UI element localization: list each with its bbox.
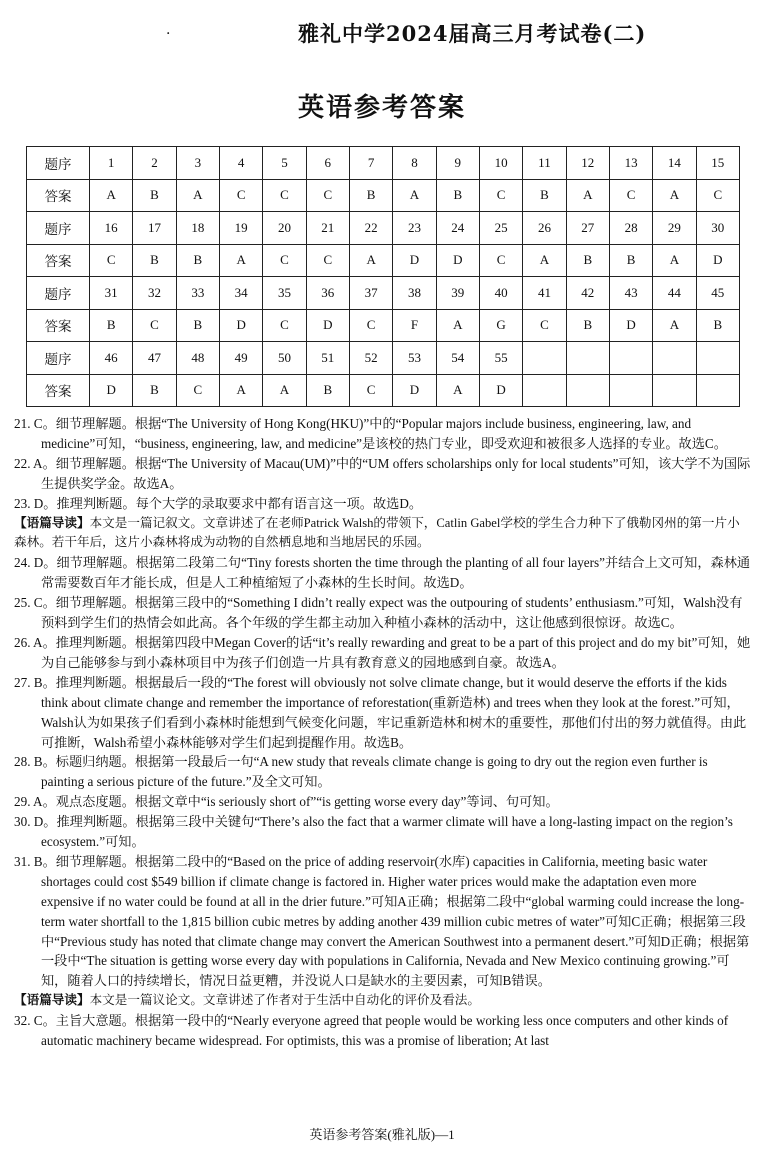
question-number-row xyxy=(27,147,740,180)
answer-cell: D xyxy=(436,244,479,277)
answer-cell: B xyxy=(133,374,176,407)
answer-cell: D xyxy=(609,309,652,342)
question-number-cell xyxy=(609,342,652,375)
question-number-cell: 45 xyxy=(696,277,739,310)
answer-cell: F xyxy=(393,309,436,342)
answer-cell: B xyxy=(306,374,349,407)
answer-cell: D xyxy=(393,374,436,407)
explanation-item: 32. C。主旨大意题。根据第一段中的“Nearly everyone agreed that people would be working less once computers and other kinds of automatic machinery became widespread. For optimists, this was a promise of liberation; At last xyxy=(14,1013,729,1049)
question-number-cell: 41 xyxy=(523,277,566,310)
row-label-answer: 答案 xyxy=(27,179,90,212)
question-number-cell: 9 xyxy=(436,147,479,180)
row-label-answer: 答案 xyxy=(27,244,90,277)
answer-cell: C xyxy=(349,309,392,342)
question-number-cell: 35 xyxy=(263,277,306,310)
explanation-item: 22. A。细节理解题。根据“The University of Macau(UM)”中的“UM offers scholarships only for local students”可知，该大学不为国际生提供奖学金。故选A。 xyxy=(14,455,751,491)
answer-cell: A xyxy=(523,244,566,277)
row-label-answer: 答案 xyxy=(27,309,90,342)
answer-cell: C xyxy=(306,179,349,212)
explanation-item: 27. B。推理判断题。根据最后一段的“The forest will obviously not solve climate change, but it would deserve the efforts if the kids think about climate change and remember the importance of reforestation(重新造林) and trees when they look at the forest.”可知，Walsh认为如果孩子们看到小森林时能想到气候变化问题，牢记重新造林和树木的重要性，那他们付出的努力就值得。由此可推断，Walsh希望小森林能够对学生们起到提醒作用。故选B。 xyxy=(14,674,747,750)
answer-cell: C xyxy=(176,374,219,407)
explanation-item: 28. B。标题归纳题。根据第一段最后一句“A new study that reveals climate change is going to dry out the region even further is painting a serious picture of the future.”及全文可知。 xyxy=(14,754,708,790)
question-number-cell: 55 xyxy=(479,342,522,375)
answer-cell: C xyxy=(219,179,262,212)
explanation-item: 21. C。细节理解题。根据“The University of Hong Kong(HKU)”中的“Popular majors include business, engineering, law, and medicine”可知，“business, engineering, law, and medicine”是该校的热门专业，即受欢迎和被很多人选择的专业。故选C。 xyxy=(14,416,727,451)
answer-row xyxy=(27,179,740,212)
answer-cell: D xyxy=(90,374,133,407)
answer-cell: C xyxy=(479,244,522,277)
answer-cell: G xyxy=(479,309,522,342)
answer-cell xyxy=(609,374,652,407)
answer-cell xyxy=(566,374,609,407)
answer-cell: C xyxy=(479,179,522,212)
answer-cell: C xyxy=(90,244,133,277)
question-number-cell: 1 xyxy=(90,147,133,180)
answer-cell: C xyxy=(306,244,349,277)
explanation-item: 29. A。观点态度题。根据文章中“is seriously short of”“is getting worse every day”等词、句可知。 xyxy=(14,794,559,810)
answer-row xyxy=(27,244,740,277)
question-number-cell: 13 xyxy=(609,147,652,180)
row-label-question: 题序 xyxy=(27,212,90,245)
row-label-question: 题序 xyxy=(27,147,90,180)
question-number-cell: 33 xyxy=(176,277,219,310)
answer-cell xyxy=(653,374,696,407)
answer-cell: B xyxy=(696,309,739,342)
answer-cell: B xyxy=(176,244,219,277)
answer-cell: C xyxy=(133,309,176,342)
explanation-item: 26. A。推理判断题。根据第四段中Megan Cover的话“it’s really rewarding and great to be a part of this project and do my bit”可知，她为自己能够参与到小森林项目中为孩子们创造一片具有教育意义的园地感到自豪。故选A。 xyxy=(14,634,751,670)
question-number-cell: 11 xyxy=(523,147,566,180)
answer-cell: C xyxy=(263,244,306,277)
question-number-cell: 15 xyxy=(696,147,739,180)
question-number-cell xyxy=(523,342,566,375)
question-number-cell: 3 xyxy=(176,147,219,180)
question-number-cell xyxy=(566,342,609,375)
answer-cell: A xyxy=(566,179,609,212)
answer-cell: A xyxy=(653,244,696,277)
answer-cell: B xyxy=(90,309,133,342)
answer-cell: A xyxy=(219,374,262,407)
answer-cell: A xyxy=(90,179,133,212)
question-number-cell: 26 xyxy=(523,212,566,245)
passage-guide xyxy=(14,514,752,554)
passage-guide-label: 【语篇导读】 xyxy=(14,515,90,530)
question-number-cell: 36 xyxy=(306,277,349,310)
answer-cell: D xyxy=(219,309,262,342)
answer-cell: C xyxy=(263,309,306,342)
answer-cell: B xyxy=(436,179,479,212)
answer-cell: A xyxy=(349,244,392,277)
question-number-cell: 49 xyxy=(219,342,262,375)
question-number-cell: 10 xyxy=(479,147,522,180)
answer-cell xyxy=(523,374,566,407)
answer-cell: C xyxy=(523,309,566,342)
answer-cell: A xyxy=(436,309,479,342)
question-number-cell: 43 xyxy=(609,277,652,310)
answer-cell: A xyxy=(653,179,696,212)
answer-row xyxy=(27,309,740,342)
question-number-cell: 27 xyxy=(566,212,609,245)
row-label-question: 题序 xyxy=(27,277,90,310)
answer-cell: D xyxy=(696,244,739,277)
answer-cell: B xyxy=(566,309,609,342)
question-number-cell: 32 xyxy=(133,277,176,310)
question-number-cell: 4 xyxy=(219,147,262,180)
question-number-row xyxy=(27,277,740,310)
passage-guide xyxy=(14,991,752,1011)
row-label-question: 题序 xyxy=(27,342,90,375)
explanation-item: 31. B。细节理解题。根据第二段中的“Based on the price of adding reservoir(水库) capacities in California, meeting basic water shortages could cost $549 billion if climate change is factored in. Higher water prices would make the adaptation even more expensive if no water could be found at all in the drier future.”可知A正确；根据第二段中“global warming could increase the long-term water shortfall to the 1,815 billion cubic metres by adding another 439 million cubic metres of water”可知C正确；根据第三段中“Previous study has noted that climate change may convert the American Southwest into a permanent desert.”可知D正确；根据第一段中“The situation is getting worse every day with populations in California, Nevada and New Mexico continuing growing.”可知，随着人口的持续增长，情况日益更糟，并没说人口是缺水的主要因素，可知B错误。 xyxy=(14,853,750,989)
question-number-cell: 7 xyxy=(349,147,392,180)
question-number-cell: 31 xyxy=(90,277,133,310)
question-number-cell: 37 xyxy=(349,277,392,310)
page-footer: 英语参考答案(雅礼版)—1 xyxy=(309,1127,455,1142)
answer-cell: A xyxy=(263,374,306,407)
answer-cell: A xyxy=(219,244,262,277)
answer-cell: D xyxy=(393,244,436,277)
question-number-row xyxy=(27,342,740,375)
question-number-cell: 30 xyxy=(696,212,739,245)
question-number-cell: 19 xyxy=(219,212,262,245)
answer-cell: C xyxy=(609,179,652,212)
question-number-cell: 52 xyxy=(349,342,392,375)
question-number-cell: 28 xyxy=(609,212,652,245)
question-number-cell: 51 xyxy=(306,342,349,375)
explanations xyxy=(14,414,752,1051)
question-number-cell: 5 xyxy=(263,147,306,180)
passage-guide-text: 本文是一篇议论文。文章讲述了作者对于生活中自动化的评价及看法。 xyxy=(89,993,480,1008)
answer-cell: D xyxy=(306,309,349,342)
question-number-cell: 38 xyxy=(393,277,436,310)
question-number-cell: 25 xyxy=(479,212,522,245)
answer-cell: A xyxy=(176,179,219,212)
question-number-cell: 23 xyxy=(393,212,436,245)
answer-cell: A xyxy=(653,309,696,342)
answer-cell: D xyxy=(479,374,522,407)
answer-cell: C xyxy=(263,179,306,212)
question-number-cell: 39 xyxy=(436,277,479,310)
question-number-row xyxy=(27,212,740,245)
answer-cell: B xyxy=(176,309,219,342)
question-number-cell: 16 xyxy=(90,212,133,245)
answer-cell: A xyxy=(393,179,436,212)
question-number-cell: 50 xyxy=(263,342,306,375)
answer-cell: B xyxy=(349,179,392,212)
answer-cell: C xyxy=(696,179,739,212)
answer-cell: B xyxy=(609,244,652,277)
question-number-cell: 47 xyxy=(133,342,176,375)
row-label-answer: 答案 xyxy=(27,374,90,407)
explanation-item: 23. D。推理判断题。每个大学的录取要求中都有语言这一项。故选D。 xyxy=(14,495,423,511)
question-number-cell: 18 xyxy=(176,212,219,245)
question-number-cell: 14 xyxy=(653,147,696,180)
question-number-cell: 29 xyxy=(653,212,696,245)
question-number-cell: 20 xyxy=(263,212,306,245)
question-number-cell: 44 xyxy=(653,277,696,310)
answer-cell: B xyxy=(133,179,176,212)
explanation-item: 25. C。细节理解题。根据第三段中的“Something I didn’t really expect was the outpouring of students’ enthusiasm.”可知，Walsh没有预料到学生们的热情会如此高。各个年级的学生都主动加入种植小森林的活动中，这让他感到很惊讶。故选C。 xyxy=(14,595,743,631)
question-number-cell: 34 xyxy=(219,277,262,310)
question-number-cell: 12 xyxy=(566,147,609,180)
answer-row xyxy=(27,374,740,407)
question-number-cell: 53 xyxy=(393,342,436,375)
answer-table xyxy=(26,146,740,407)
question-number-cell: 8 xyxy=(393,147,436,180)
exam-title: 雅礼中学2024届高三月考试卷(二) xyxy=(298,21,647,46)
question-number-cell: 24 xyxy=(436,212,479,245)
question-number-cell: 42 xyxy=(566,277,609,310)
question-number-cell: 22 xyxy=(349,212,392,245)
question-number-cell: 21 xyxy=(306,212,349,245)
explanation-item: 24. D。细节理解题。根据第二段第二句“Tiny forests shorten the time through the planting of all four layers”并结合上文可知，森林通常需要数百年才能长成，但是人工种植缩短了小森林的生长时间。故选D。 xyxy=(14,555,751,591)
answer-cell: A xyxy=(436,374,479,407)
answer-cell: B xyxy=(566,244,609,277)
question-number-cell: 6 xyxy=(306,147,349,180)
answer-cell: B xyxy=(133,244,176,277)
answer-cell xyxy=(696,374,739,407)
header-dot: · xyxy=(166,26,171,42)
question-number-cell: 48 xyxy=(176,342,219,375)
question-number-cell: 17 xyxy=(133,212,176,245)
question-number-cell: 40 xyxy=(479,277,522,310)
question-number-cell: 46 xyxy=(90,342,133,375)
question-number-cell: 2 xyxy=(133,147,176,180)
question-number-cell: 54 xyxy=(436,342,479,375)
passage-guide-label: 【语篇导读】 xyxy=(14,993,90,1008)
question-number-cell xyxy=(696,342,739,375)
answer-cell: B xyxy=(523,179,566,212)
answer-cell: C xyxy=(349,374,392,407)
explanation-item: 30. D。推理判断题。根据第三段中关键句“There’s also the fact that a warmer climate will have a long-lasting impact on the region’s ecosystem.”可知。 xyxy=(14,814,733,850)
document-title: 英语参考答案 xyxy=(297,93,466,123)
passage-guide-text: 本文是一篇记叙文。文章讲述了在老师Patrick Walsh的带领下，Catlin Gabel学校的学生合力种下了俄勒冈州的第一片小森林。若干年后，这片小森林将成为动物的自然栖息地和当地居民的乐园。 xyxy=(14,515,740,550)
question-number-cell xyxy=(653,342,696,375)
